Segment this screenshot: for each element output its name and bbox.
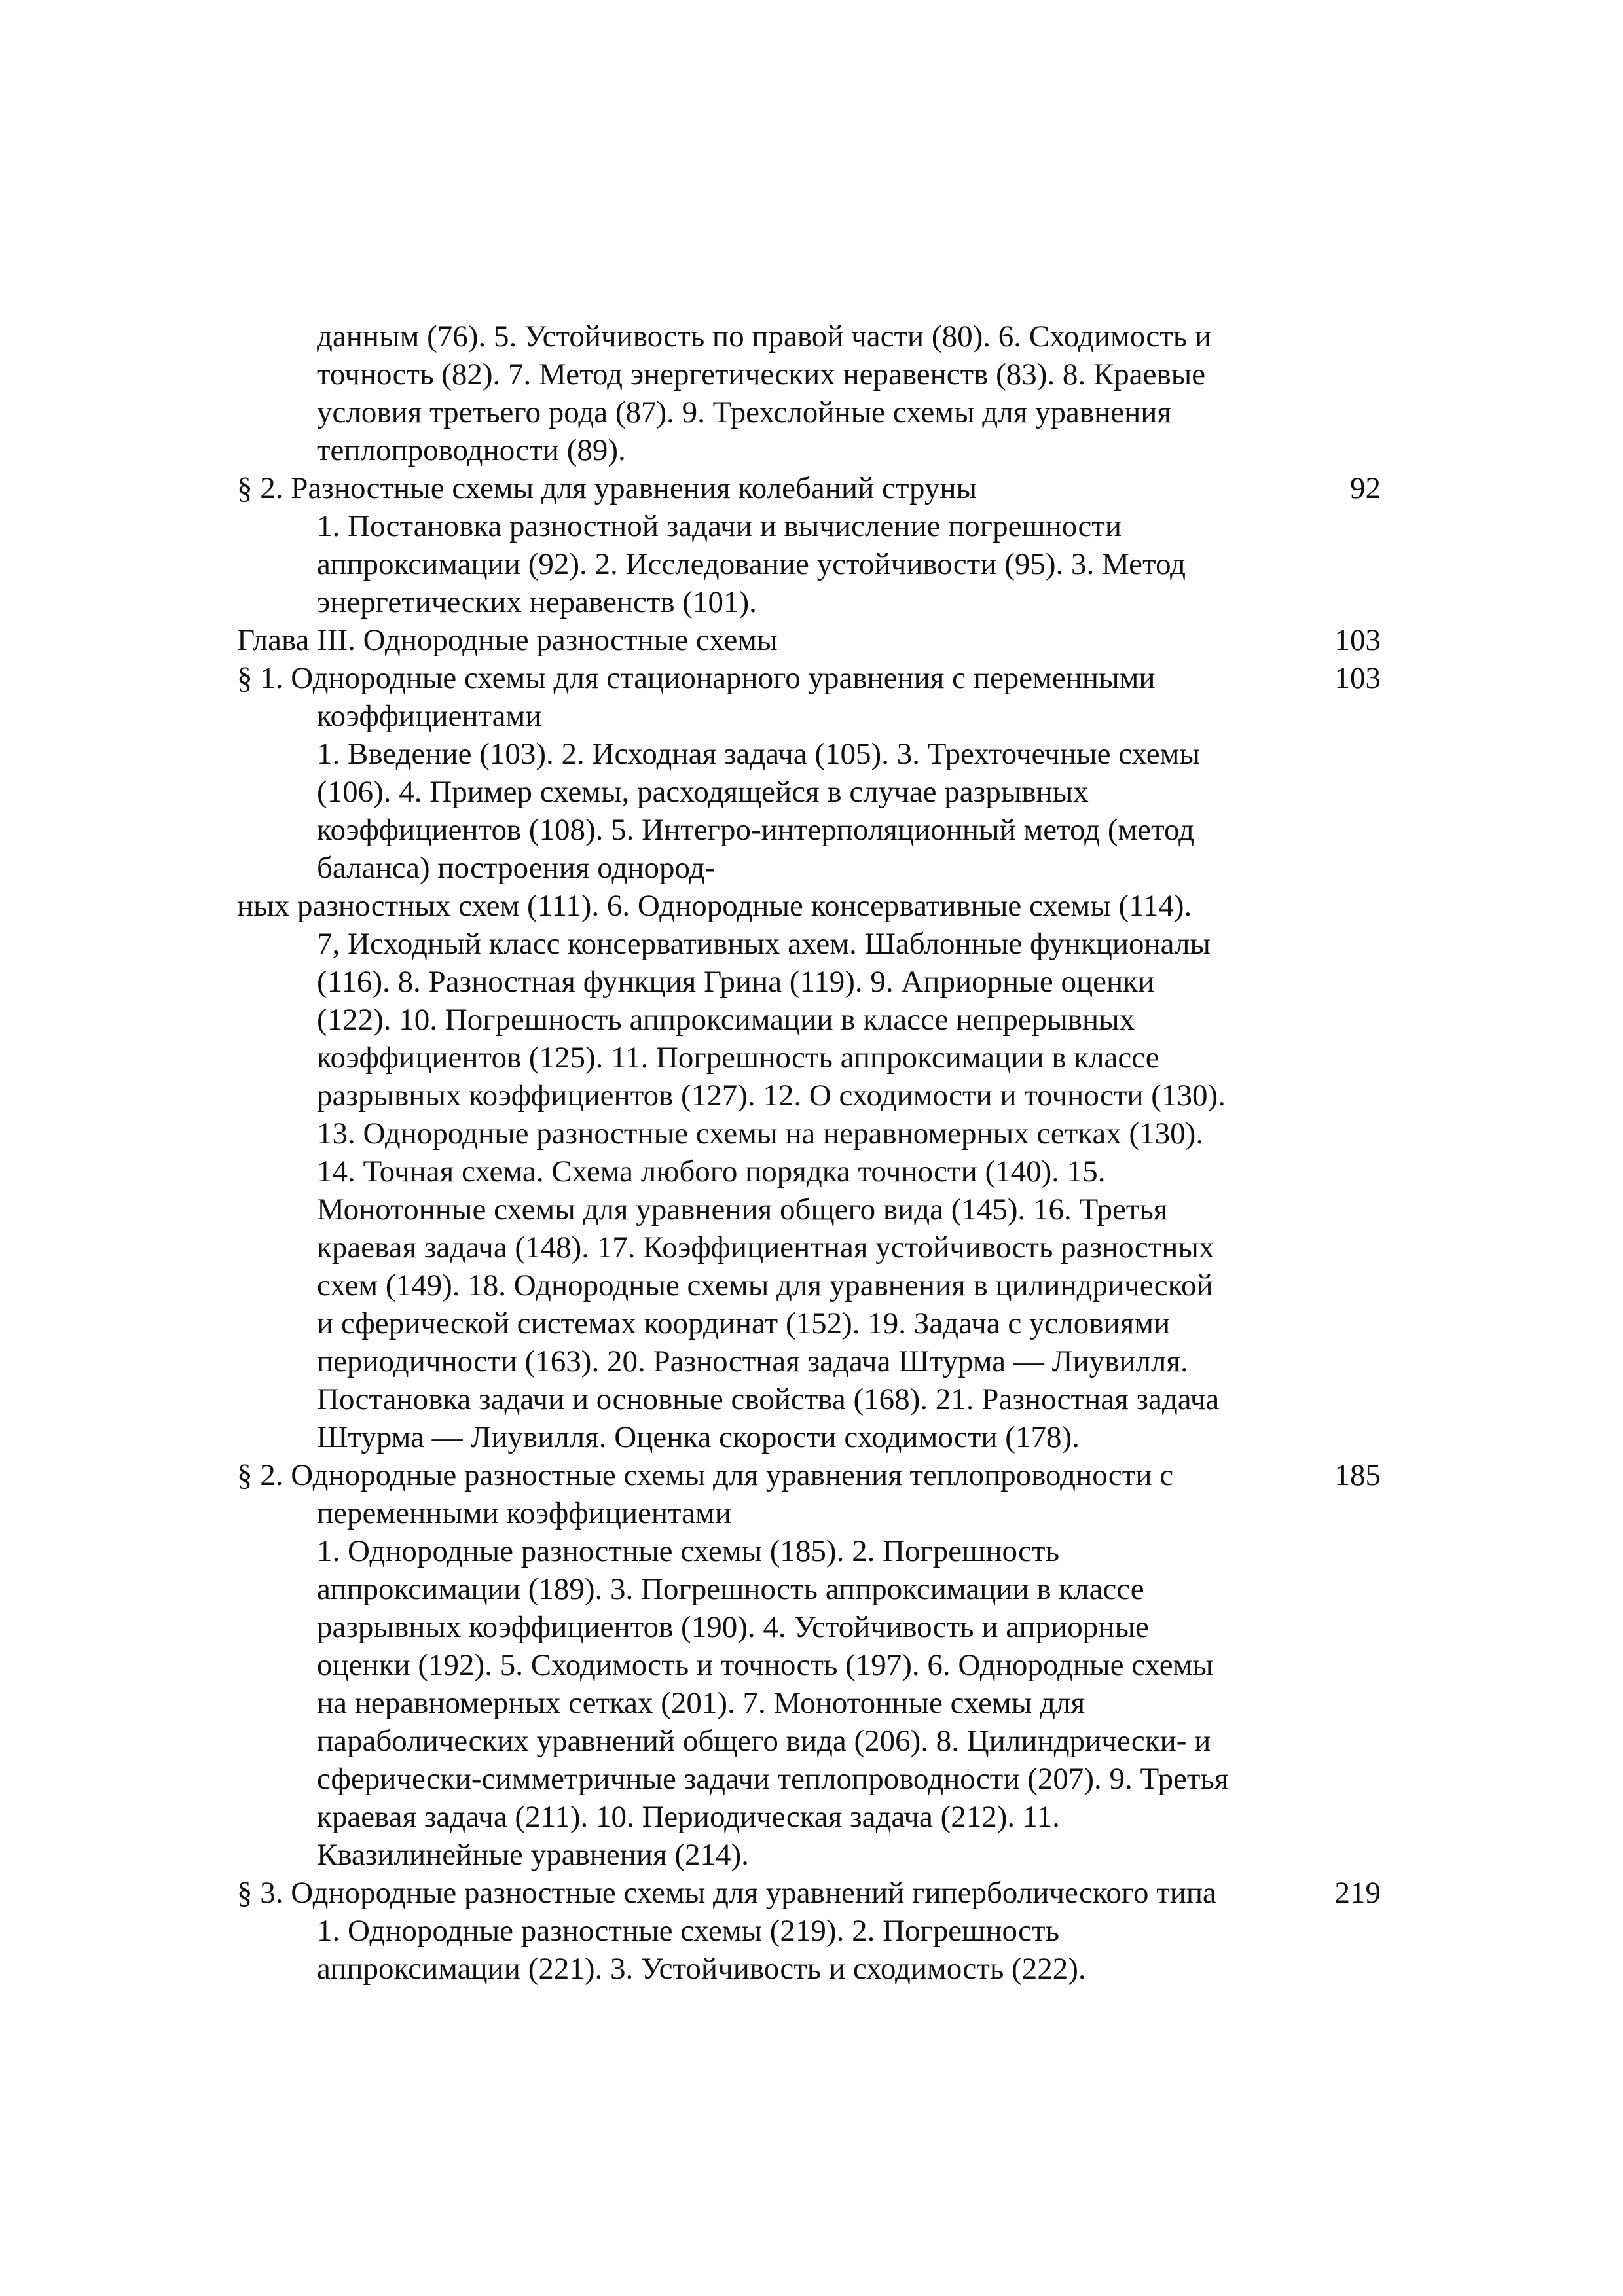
toc-line: 1. Постановка разностной задачи и вычисление погрешности bbox=[317, 509, 1122, 543]
toc-line: Штурма — Лиувилля. Оценка скорости сходимости (178). bbox=[317, 1420, 1080, 1454]
toc-line: переменными коэффициентами bbox=[317, 1496, 731, 1530]
toc-line: периодичности (163). 20. Разностная задача Штурма — Лиувилля. bbox=[317, 1344, 1188, 1378]
toc-line: 13. Однородные разностные схемы на неравномерных сетках (130). bbox=[317, 1117, 1204, 1151]
toc-line: энергетических неравенств (101). bbox=[317, 585, 757, 619]
toc-line: коэффициентами bbox=[317, 699, 542, 733]
toc-line: разрывных коэффициентов (127). 12. О сходимости и точности (130). bbox=[317, 1079, 1226, 1113]
toc-line: (116). 8. Разностная функция Грина (119). 9. Априорные оценки bbox=[317, 965, 1155, 999]
toc-line: схем (149). 18. Однородные схемы для уравнения в цилиндрической bbox=[317, 1268, 1213, 1302]
toc-line: Монотонные схемы для уравнения общего вида (145). 16. Третья bbox=[317, 1193, 1168, 1227]
toc-line: разрывных коэффициентов (190). 4. Устойчивость и априорные bbox=[317, 1610, 1149, 1644]
toc-line: 1. Однородные разностные схемы (219). 2. Погрешность bbox=[317, 1914, 1060, 1948]
toc-line: коэффициентов (125). 11. Погрешность аппроксимации в классе bbox=[317, 1041, 1159, 1075]
toc-line: теплопроводности (89). bbox=[317, 433, 626, 467]
toc-line: оценки (192). 5. Сходимость и точность (197). 6. Однородные схемы bbox=[317, 1648, 1213, 1682]
page-number: 92 bbox=[1350, 471, 1381, 505]
section-heading: § 3. Однородные разностные схемы для уравнений гиперболического типа bbox=[237, 1876, 1216, 1910]
toc-line: точность (82). 7. Метод энергетических неравенств (83). 8. Краевые bbox=[317, 357, 1206, 391]
toc-line: 1. Однородные разностные схемы (185). 2. Погрешность bbox=[317, 1534, 1060, 1568]
toc-line: аппроксимации (221). 3. Устойчивость и сходимость (222). bbox=[317, 1952, 1086, 1986]
toc-line: аппроксимации (189). 3. Погрешность аппроксимации в классе bbox=[317, 1572, 1144, 1606]
toc-line: сферически-симметричные задачи теплопроводности (207). 9. Третья bbox=[317, 1762, 1229, 1796]
toc-line: краевая задача (211). 10. Периодическая задача (212). 11. bbox=[317, 1800, 1060, 1834]
chapter-heading: Глава III. Однородные разностные схемы bbox=[237, 623, 778, 657]
toc-line: баланса) построения однород- bbox=[317, 851, 716, 885]
toc-line: данным (76). 5. Устойчивость по правой части (80). 6. Сходимость и bbox=[317, 319, 1212, 353]
page-number: 219 bbox=[1334, 1876, 1381, 1910]
section-heading: § 1. Однородные схемы для стационарного уравнения с переменными bbox=[237, 661, 1156, 695]
toc-line: ных разностных схем (111). 6. Однородные консервативные схемы (114). bbox=[237, 889, 1192, 923]
toc-line: на неравномерных сетках (201). 7. Монотонные схемы для bbox=[317, 1686, 1085, 1720]
toc-line: 7, Исходный класс консервативных ахем. Шаблонные функционалы bbox=[317, 927, 1211, 961]
section-heading: § 2. Разностные схемы для уравнения колебаний струны bbox=[237, 471, 977, 505]
section-heading: § 2. Однородные разностные схемы для уравнения теплопроводности с bbox=[237, 1458, 1174, 1492]
toc-line: (106). 4. Пример схемы, расходящейся в случае разрывных bbox=[317, 775, 1089, 809]
toc-line: 14. Точная схема. Схема любого порядка точности (140). 15. bbox=[317, 1155, 1106, 1189]
toc-line: аппроксимации (92). 2. Исследование устойчивости (95). 3. Метод bbox=[317, 547, 1186, 581]
toc-line: краевая задача (148). 17. Коэффициентная устойчивость разностных bbox=[317, 1230, 1214, 1265]
toc-line: (122). 10. Погрешность аппроксимации в классе непрерывных bbox=[317, 1003, 1135, 1037]
toc-line: 1. Введение (103). 2. Исходная задача (105). 3. Трехточечные схемы bbox=[317, 737, 1200, 771]
toc-line: коэффициентов (108). 5. Интегро-интерполяционный метод (метод bbox=[317, 813, 1195, 847]
toc-line: Постановка задачи и основные свойства (168). 21. Разностная задача bbox=[317, 1382, 1220, 1416]
page-number: 103 bbox=[1334, 623, 1381, 657]
page-number: 103 bbox=[1334, 661, 1381, 695]
toc-line: и сферической системах координат (152). 19. Задача с условиями bbox=[317, 1306, 1171, 1340]
page-number: 185 bbox=[1334, 1458, 1381, 1492]
toc-line: параболических уравнений общего вида (206). 8. Цилиндрически- и bbox=[317, 1724, 1211, 1758]
toc-line: Квазилинейные уравнения (214). bbox=[317, 1838, 749, 1872]
toc-line: условия третьего рода (87). 9. Трехслойные схемы для уравнения bbox=[317, 395, 1172, 429]
